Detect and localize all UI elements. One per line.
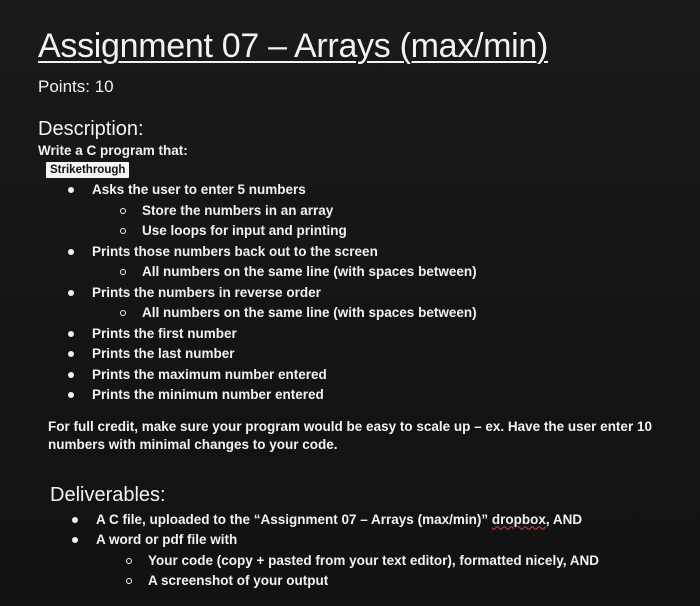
- list-item: [34, 242, 680, 263]
- dropbox-word: dropbox: [491, 511, 546, 527]
- list-item: [34, 510, 680, 531]
- list-subitem-text: A screenshot of your output: [148, 573, 329, 588]
- deliverable-text-end: , AND: [545, 511, 583, 527]
- requirements-list: [34, 180, 680, 406]
- bullet-icon: [68, 331, 74, 337]
- list-subitem-text: Your code (copy + pasted from your text editor), formatted nicely, AND: [148, 552, 599, 568]
- description-intro: Write a C program that:: [38, 143, 188, 158]
- list-item-text: Prints the maximum number entered: [92, 366, 327, 382]
- list-item-text: Prints those numbers back out to the screen: [92, 243, 378, 259]
- list-item: [34, 365, 680, 386]
- list-item: [34, 344, 680, 365]
- bullet-icon: [68, 187, 74, 193]
- list-item-text: Asks the user to enter 5 numbers: [92, 182, 306, 197]
- description-heading: Description:: [38, 118, 144, 140]
- list-subitem: [34, 262, 680, 283]
- bullet-icon: [68, 290, 74, 296]
- list-subitem: [34, 201, 680, 222]
- bullet-icon: [72, 537, 78, 543]
- list-subitem-text: Use loops for input and printing: [142, 223, 347, 238]
- list-subitem: [34, 221, 680, 242]
- deliverables-list: [34, 510, 680, 592]
- strikethrough-tooltip: Strikethrough: [46, 162, 129, 178]
- bullet-icon: [68, 249, 74, 255]
- deliverables-heading: Deliverables:: [50, 483, 166, 506]
- list-subitem: [34, 303, 680, 324]
- list-item: [34, 530, 680, 551]
- list-subitem: [34, 551, 680, 572]
- list-subitem-text: Store the numbers in an array: [142, 202, 334, 218]
- deliverable-text-start: A C file, uploaded to the “Assignment 07 – Arrays (max/min)”: [96, 511, 492, 527]
- hollow-bullet-icon: [120, 208, 126, 214]
- hollow-bullet-icon: [120, 228, 126, 234]
- list-item: [34, 180, 680, 201]
- list-item: [34, 324, 680, 345]
- hollow-bullet-icon: [126, 558, 132, 564]
- bullet-icon: [68, 372, 74, 378]
- list-item-text: Prints the minimum number entered: [92, 387, 324, 402]
- hollow-bullet-icon: [120, 269, 126, 275]
- bullet-icon: [68, 351, 74, 357]
- list-item: [34, 385, 680, 406]
- list-item-text: Prints the first number: [92, 325, 237, 341]
- hollow-bullet-icon: [120, 310, 126, 316]
- bullet-icon: [72, 517, 78, 523]
- points-label: Points: 10: [38, 77, 114, 96]
- full-credit-note: For full credit, make sure your program would be easy to scale up – ex. Have the user enter 10 numbers with minimal changes to your code.: [48, 418, 652, 452]
- list-item-text: Prints the numbers in reverse order: [92, 284, 321, 300]
- list-item-text: Prints the last number: [92, 346, 235, 361]
- list-subitem: [34, 571, 680, 592]
- list-item-text: A word or pdf file with: [96, 532, 238, 547]
- bullet-icon: [68, 392, 74, 398]
- list-subitem-text: All numbers on the same line (with spaces between): [142, 264, 477, 279]
- list-item: [34, 283, 680, 304]
- assignment-title: Assignment 07 – Arrays (max/min): [38, 27, 549, 65]
- hollow-bullet-icon: [126, 578, 132, 584]
- list-subitem-text: All numbers on the same line (with spaces between): [142, 305, 477, 320]
